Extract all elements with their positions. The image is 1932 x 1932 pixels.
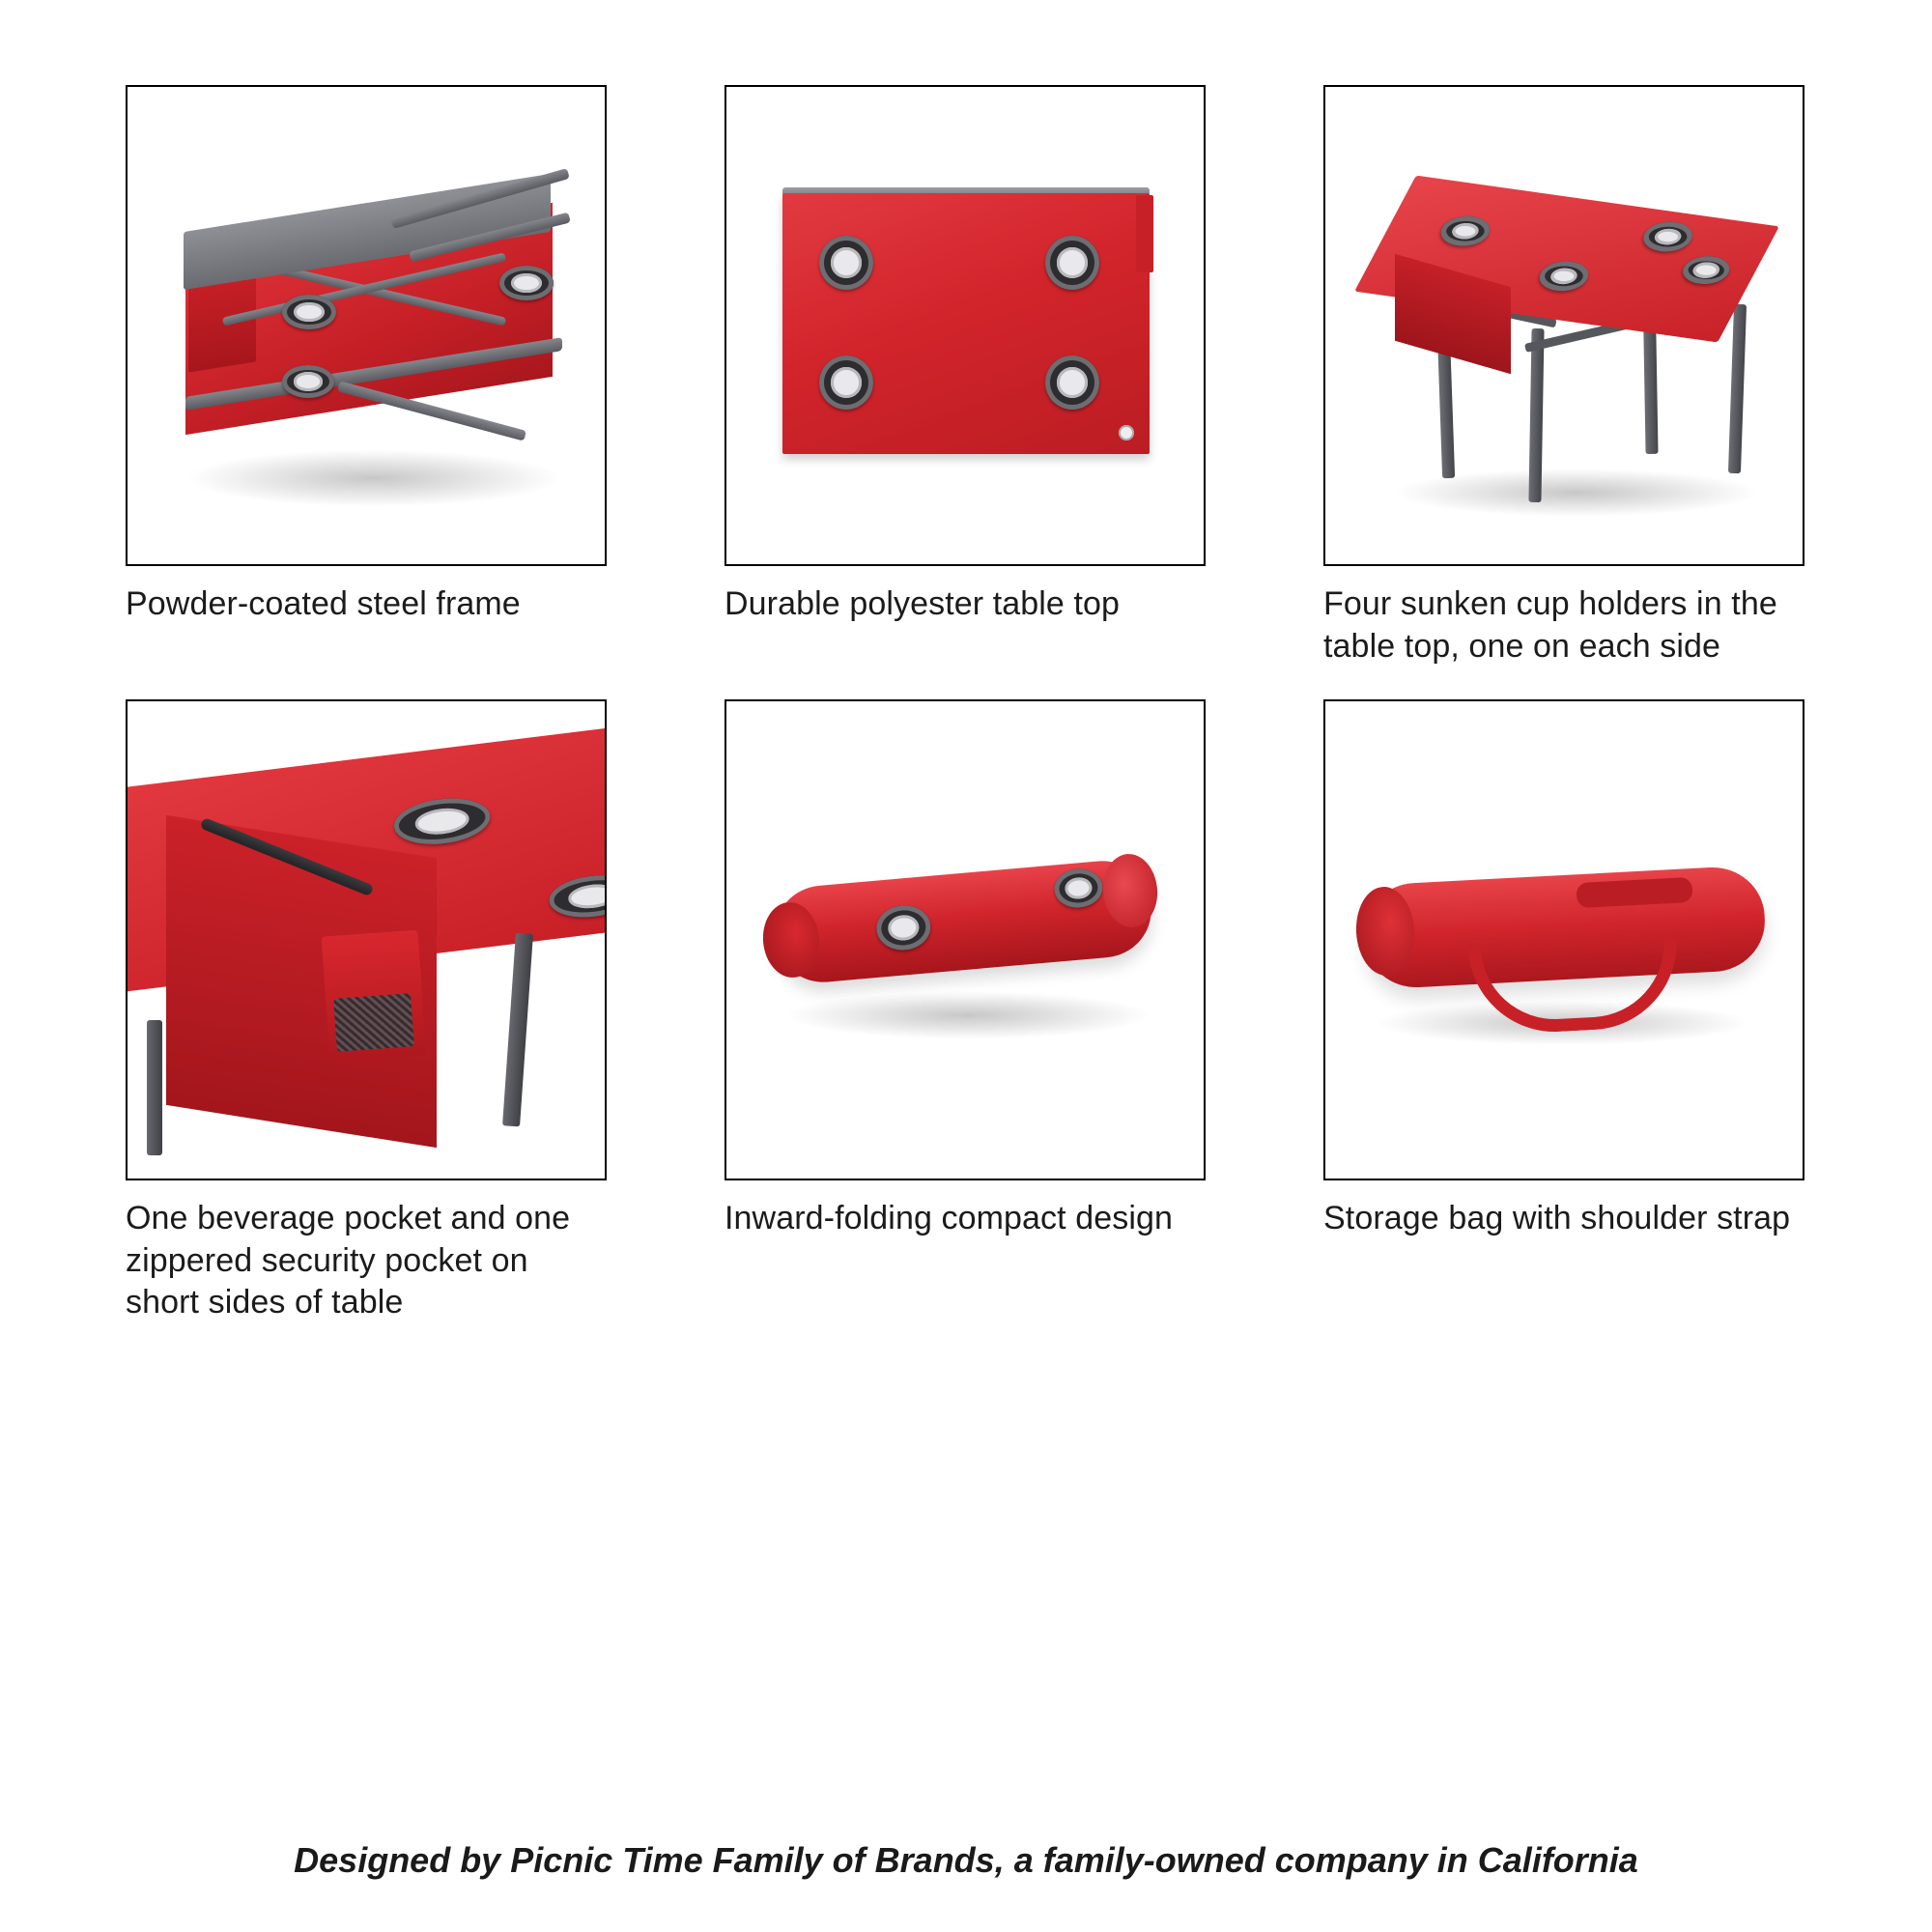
feature-image-inward-folding-compact-design (724, 699, 1206, 1180)
feature-cell-durable-polyester-table-top (724, 85, 1208, 680)
feature-caption: Inward-folding compact design (724, 1200, 1174, 1236)
feature-image-storage-bag-with-shoulder-strap (1323, 699, 1804, 1180)
feature-cell-beverage-and-zippered-pocket (126, 699, 609, 1343)
feature-cell-storage-bag-with-shoulder-strap (1323, 699, 1806, 1343)
footer-text: Designed by Picnic Time Family of Brands, a family-owned company in California (294, 1840, 1638, 1880)
feature-image-powder-coated-steel-frame (126, 85, 607, 566)
feature-caption: Powder-coated steel frame (126, 585, 521, 622)
feature-caption: Storage bag with shoulder strap (1323, 1200, 1791, 1236)
feature-cell-powder-coated-steel-frame (126, 85, 609, 680)
feature-caption: Four sunken cup holders in the table top, one on each side (1323, 585, 1777, 665)
feature-image-beverage-and-zippered-pocket (126, 699, 607, 1180)
feature-cell-inward-folding-compact-design (724, 699, 1208, 1343)
feature-image-four-sunken-cup-holders (1323, 85, 1804, 566)
feature-grid (126, 85, 1806, 1343)
feature-image-durable-polyester-table-top (724, 85, 1206, 566)
feature-caption: One beverage pocket and one zippered security pocket on short sides of table (126, 1200, 571, 1321)
feature-cell-four-sunken-cup-holders (1323, 85, 1806, 680)
feature-caption: Durable polyester table top (724, 585, 1121, 622)
